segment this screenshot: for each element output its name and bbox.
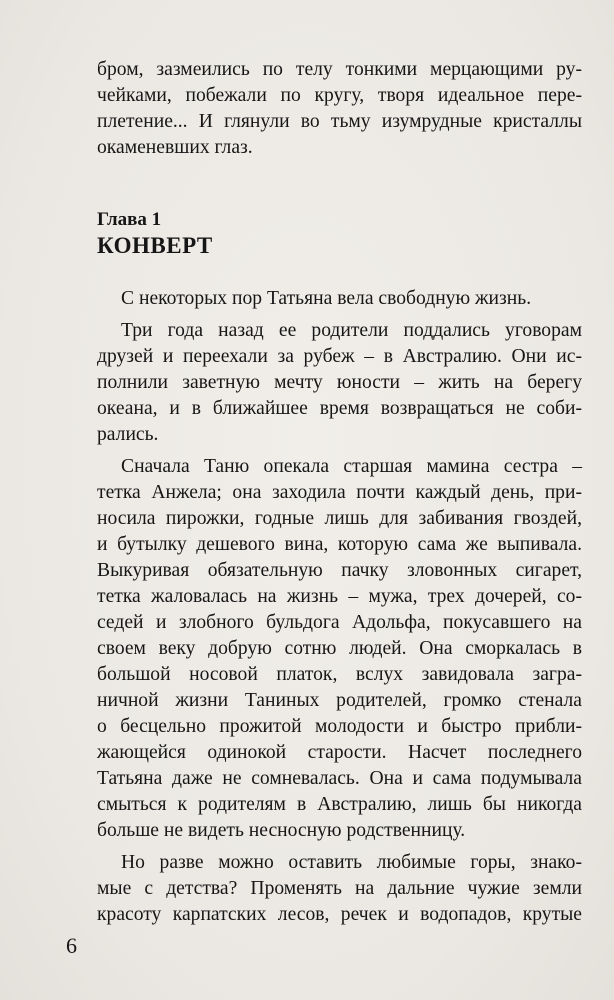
text-line: жающейся одинокой старости. Насчет последнего — [97, 742, 582, 763]
text-line: тетка Анжела; она заходила почти каждый день, при- — [97, 482, 582, 503]
text-line: С некоторых пор Татьяна вела свободную жизнь. — [121, 288, 532, 309]
text-line: Выкуривая обязательную пачку зловонных сигарет, — [97, 560, 582, 581]
text-line: Три года назад ее родители поддались уговорам — [121, 320, 582, 341]
text-line: тетка жаловалась на жизнь – мужа, трех дочерей, со- — [97, 586, 582, 607]
text-line: носила пирожки, годные лишь для забивания гвоздей, — [97, 508, 582, 529]
text-line: больше не видеть несносную родственницу. — [97, 820, 466, 841]
text-line: большой носовой платок, вслух завидовала загра- — [97, 664, 582, 685]
text-line: и бутылку дешевого вина, которую сама же выпивала. — [97, 534, 582, 555]
chapter-title: КОНВЕРТ — [97, 233, 213, 258]
paragraph — [97, 850, 582, 928]
text-line: смыться к родителям в Австралию, лишь бы никогда — [97, 794, 582, 815]
chapter-label: Глава 1 — [97, 209, 162, 230]
text-line: чейками, побежали по кругу, творя идеальное пере- — [97, 85, 582, 106]
text-line: Но разве можно оставить любимые горы, знако- — [121, 852, 582, 873]
paragraph — [97, 454, 582, 844]
text-line: Татьяна даже не сомневалась. Она и сама подумывала — [97, 768, 582, 789]
text-line: друзей и переехали за рубеж – в Австралию. Они ис- — [97, 346, 582, 367]
text-line: бром, зазмеились по телу тонкими мерцающими ру- — [97, 59, 582, 80]
text-line: рались. — [97, 424, 159, 445]
intro-paragraph — [97, 57, 582, 161]
text-line: мые с детства? Променять на дальние чужие земли — [97, 878, 582, 899]
text-line: окаменевших глаз. — [97, 137, 253, 158]
text-line: полнили заветную мечту юности – жить на берегу — [97, 372, 582, 393]
paragraph — [97, 318, 582, 448]
text-line: Сначала Таню опекала старшая мамина сестра – — [121, 456, 582, 477]
text-line: своем веку добрую сотню людей. Она сморкалась в — [97, 638, 582, 659]
text-line: красоту карпатских лесов, речек и водопадов, крутые — [97, 904, 582, 925]
text-line: о бесцельно прожитой молодости и быстро прибли- — [97, 716, 582, 737]
text-line: седей и злобного бульдога Адольфа, покусавшего на — [97, 612, 582, 633]
paragraph — [97, 286, 582, 312]
text-line: ничной жизни Таниных родителей, громко стенала — [97, 690, 582, 711]
page-number: 6 — [66, 933, 77, 958]
text-line: плетение... И глянули во тьму изумрудные кристаллы — [97, 111, 582, 132]
chapter-body — [97, 286, 582, 928]
text-line: океана, и в ближайшее время возвращаться не соби- — [97, 398, 582, 419]
